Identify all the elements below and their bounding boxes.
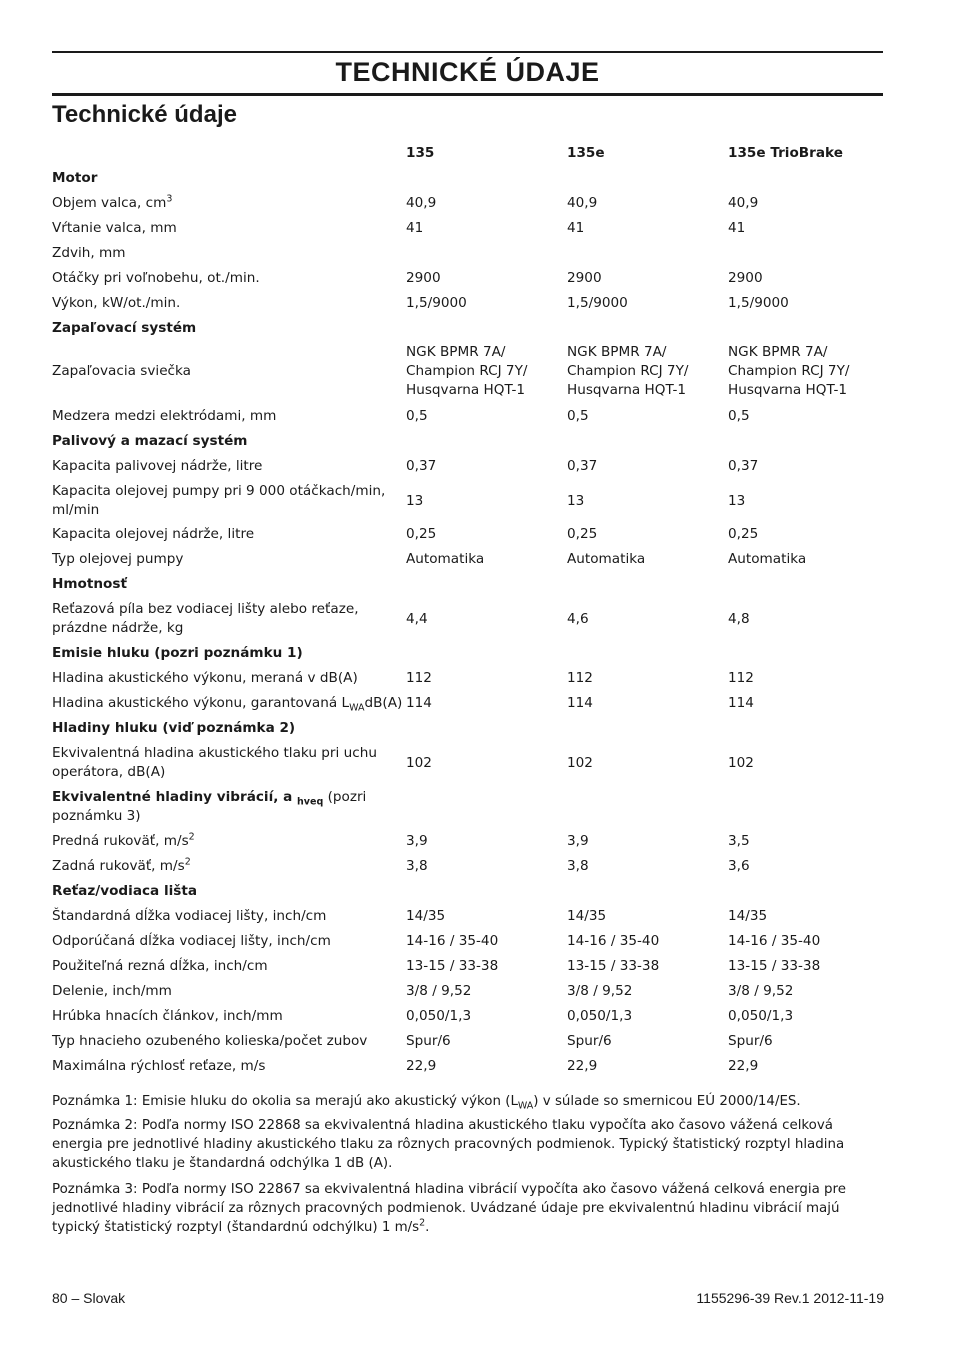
- spec-value: [728, 244, 884, 263]
- spec-value: 13: [406, 492, 424, 509]
- spec-label: Hladina akustického výkonu, garantovaná $L_{WA}dB(A)$: [52, 695, 403, 714]
- spec-value: 4,8: [728, 610, 750, 627]
- spec-value: 22,9: [728, 1058, 759, 1074]
- spec-value: 14-16 / 35-40: [406, 933, 499, 949]
- spec-label: Medzera medzi elektródami, mm: [52, 408, 277, 424]
- spec-label: Typ olejovej pumpy: [52, 551, 184, 567]
- spec-label: Typ hnacieho ozubeného kolieska/počet zubov: [52, 1033, 368, 1049]
- spec-value: 1,5/9000: [728, 295, 789, 311]
- spec-label: Hrúbka hnacích článkov, inch/mm: [52, 1008, 283, 1024]
- spec-value: 3/8 / 9,52: [406, 983, 472, 999]
- spec-value: 41: [728, 220, 746, 236]
- spec-value: Spur/6: [728, 1033, 773, 1049]
- spec-value: [567, 244, 723, 263]
- spec-label: Vŕtanie valca, mm: [52, 220, 177, 236]
- spec-label: Delenie, inch/mm: [52, 983, 172, 999]
- spec-value: 0,37: [406, 458, 437, 474]
- bottom-rule: [52, 93, 883, 96]
- banner-title: TECHNICKÉ ÚDAJE: [335, 57, 600, 87]
- spec-value: 0,37: [567, 458, 598, 474]
- spec-value: 3,6: [728, 858, 750, 874]
- spec-value: Automatika: [567, 551, 646, 567]
- spec-value: NGK BPMR 7A/ Champion RCJ 7Y/ Husqvarna HQT-1: [406, 344, 528, 398]
- spec-value: 41: [567, 220, 585, 236]
- spec-value: 2900: [567, 270, 602, 286]
- spec-value: NGK BPMR 7A/ Champion RCJ 7Y/ Husqvarna HQT-1: [567, 344, 689, 398]
- spec-value: 0,25: [406, 526, 437, 542]
- spec-value: 114: [728, 695, 754, 711]
- spec-value: 112: [567, 670, 593, 686]
- spec-label: Zdvih, mm: [52, 245, 126, 261]
- spec-label: Zapaľovacia sviečka: [52, 363, 191, 379]
- spec-value: 114: [567, 695, 593, 711]
- top-rule: [52, 51, 883, 53]
- spec-value: 41: [406, 220, 424, 236]
- spec-value: Spur/6: [406, 1033, 451, 1049]
- spec-label: Zadná rukoväť, $m/s^2$: [52, 856, 191, 874]
- spec-value: 13: [728, 492, 746, 509]
- spec-value: 1,5/9000: [567, 295, 628, 311]
- spec-value: 3/8 / 9,52: [728, 983, 794, 999]
- spec-value: 14/35: [406, 908, 446, 924]
- spec-label: Kapacita palivovej nádrže, litre: [52, 458, 263, 474]
- section-header: Ekvivalentné hladiny vibrácií, a $_{hveq}$ (pozri poznámku 3): [52, 789, 367, 824]
- spec-label: Štandardná dĺžka vodiacej lišty, inch/cm: [52, 908, 327, 924]
- spec-value: 2900: [728, 270, 763, 286]
- spec-value: 4,4: [406, 610, 428, 627]
- footer-doc-revision: 1155296-39 Rev.1 2012-11-19: [696, 1290, 884, 1306]
- spec-value: Automatika: [728, 551, 807, 567]
- spec-value: 40,9: [728, 195, 759, 211]
- spec-label: Otáčky pri voľnobehu, ot./min.: [52, 270, 260, 286]
- spec-value: 102: [406, 754, 432, 771]
- section-header: Hmotnosť: [52, 576, 127, 592]
- spec-value: 4,6: [567, 610, 589, 627]
- footer-page-language: 80 – Slovak: [52, 1290, 126, 1306]
- spec-value: 0,5: [728, 408, 750, 424]
- spec-value: 1,5/9000: [406, 295, 467, 311]
- section-header: Reťaz/vodiaca lišta: [52, 883, 198, 899]
- spec-label: Reťazová píla bez vodiacej lišty alebo reťaze, prázdne nádrže, kg: [52, 601, 359, 636]
- spec-value: Automatika: [406, 551, 485, 567]
- spec-value: Spur/6: [567, 1033, 612, 1049]
- note-3: Poznámka 3: Podľa normy ISO 22867 sa ekvivalentná hladina vibrácií vypočíta ako časovo vážená celková energia pre jednotlivé hladiny vibrácií za rôznych pracovných podmienok. Uvádzané údaje pre ekvivalentnú hladinu vibrácií majú typický štatistický rozptyl (štandardnú odchýlku) 1 $m/s^2$.: [52, 1182, 846, 1235]
- spec-label: Kapacita olejovej nádrže, litre: [52, 526, 255, 542]
- note-1: Poznámka 1: Emisie hluku do okolia sa merajú ako akustický výkon $(L_{WA})$ v súlade so smernicou EÚ 2000/14/ES.: [52, 1094, 801, 1112]
- section-header: Hladiny hluku (viď poznámka 2): [52, 720, 296, 736]
- spec-value: 0,050/1,3: [728, 1008, 794, 1024]
- spec-value: 13: [567, 492, 585, 509]
- spec-value: 13-15 / 33-38: [728, 958, 821, 974]
- section-header: Zapaľovací systém: [52, 320, 197, 336]
- spec-value: 0,050/1,3: [406, 1008, 472, 1024]
- column-header-135e-triobrake: 135e TrioBrake: [728, 145, 843, 161]
- spec-value: 0,5: [567, 408, 589, 424]
- spec-label: Predná rukoväť, $m/s^2$: [52, 831, 195, 849]
- spec-value: 14/35: [567, 908, 607, 924]
- spec-label: Odporúčaná dĺžka vodiacej lišty, inch/cm: [52, 933, 331, 949]
- spec-value: 40,9: [567, 195, 598, 211]
- spec-value: 40,9: [406, 195, 437, 211]
- spec-value: 0,5: [406, 408, 428, 424]
- spec-value: 14-16 / 35-40: [567, 933, 660, 949]
- spec-label: Hladina akustického výkonu, meraná v dB(A): [52, 670, 358, 686]
- spec-label: Kapacita olejovej pumpy pri 9 000 otáčkach/min, ml/min: [52, 483, 386, 518]
- section-title: Technické údaje: [52, 101, 237, 128]
- spec-value: 14/35: [728, 908, 768, 924]
- spec-value: 0,25: [567, 526, 598, 542]
- spec-value: 102: [728, 754, 754, 771]
- spec-value: 3,8: [567, 858, 589, 874]
- spec-value: NGK BPMR 7A/ Champion RCJ 7Y/ Husqvarna HQT-1: [728, 344, 850, 398]
- section-header: Emisie hluku (pozri poznámku 1): [52, 645, 303, 661]
- spec-value: 22,9: [567, 1058, 598, 1074]
- section-header: Motor: [52, 170, 98, 186]
- note-2: Poznámka 2: Podľa normy ISO 22868 sa ekvivalentná hladina akustického tlaku vypočíta ako časovo vážená celková energia pre jednotlivé hladiny akustického tlaku za rôznych pracovných podmienok. Typický štatistický rozptyl hladina akustického tlaku je štandardná odchýlka 1 dB (A).: [52, 1118, 845, 1171]
- spec-value: 0,25: [728, 526, 759, 542]
- spec-value: 13-15 / 33-38: [567, 958, 660, 974]
- spec-value: 114: [406, 695, 432, 711]
- spec-value: 22,9: [406, 1058, 437, 1074]
- spec-value: 3,9: [567, 833, 589, 849]
- section-header: Palivový a mazací systém: [52, 433, 248, 449]
- spec-label: Výkon, kW/ot./min.: [52, 295, 181, 311]
- spec-label: Objem valca, $cm^3$: [52, 193, 173, 211]
- spec-value: 112: [406, 670, 432, 686]
- column-header-135: 135: [406, 145, 435, 161]
- spec-value: 2900: [406, 270, 441, 286]
- spec-label: Maximálna rýchlosť reťaze, m/s: [52, 1058, 266, 1074]
- spec-value: 3,5: [728, 833, 750, 849]
- spec-value: 0,050/1,3: [567, 1008, 633, 1024]
- spec-value: 3/8 / 9,52: [567, 983, 633, 999]
- spec-value: 112: [728, 670, 754, 686]
- spec-value: [406, 244, 562, 263]
- spec-value: 3,9: [406, 833, 428, 849]
- spec-value: 0,37: [728, 458, 759, 474]
- spec-label: Ekvivalentná hladina akustického tlaku pri uchu operátora, dB(A): [52, 745, 377, 780]
- spec-value: 3,8: [406, 858, 428, 874]
- spec-value: 13-15 / 33-38: [406, 958, 499, 974]
- spec-value: 102: [567, 754, 593, 771]
- spec-value: 14-16 / 35-40: [728, 933, 821, 949]
- spec-label: Použiteľná rezná dĺžka, inch/cm: [52, 958, 268, 974]
- column-header-135e: 135e: [567, 145, 605, 161]
